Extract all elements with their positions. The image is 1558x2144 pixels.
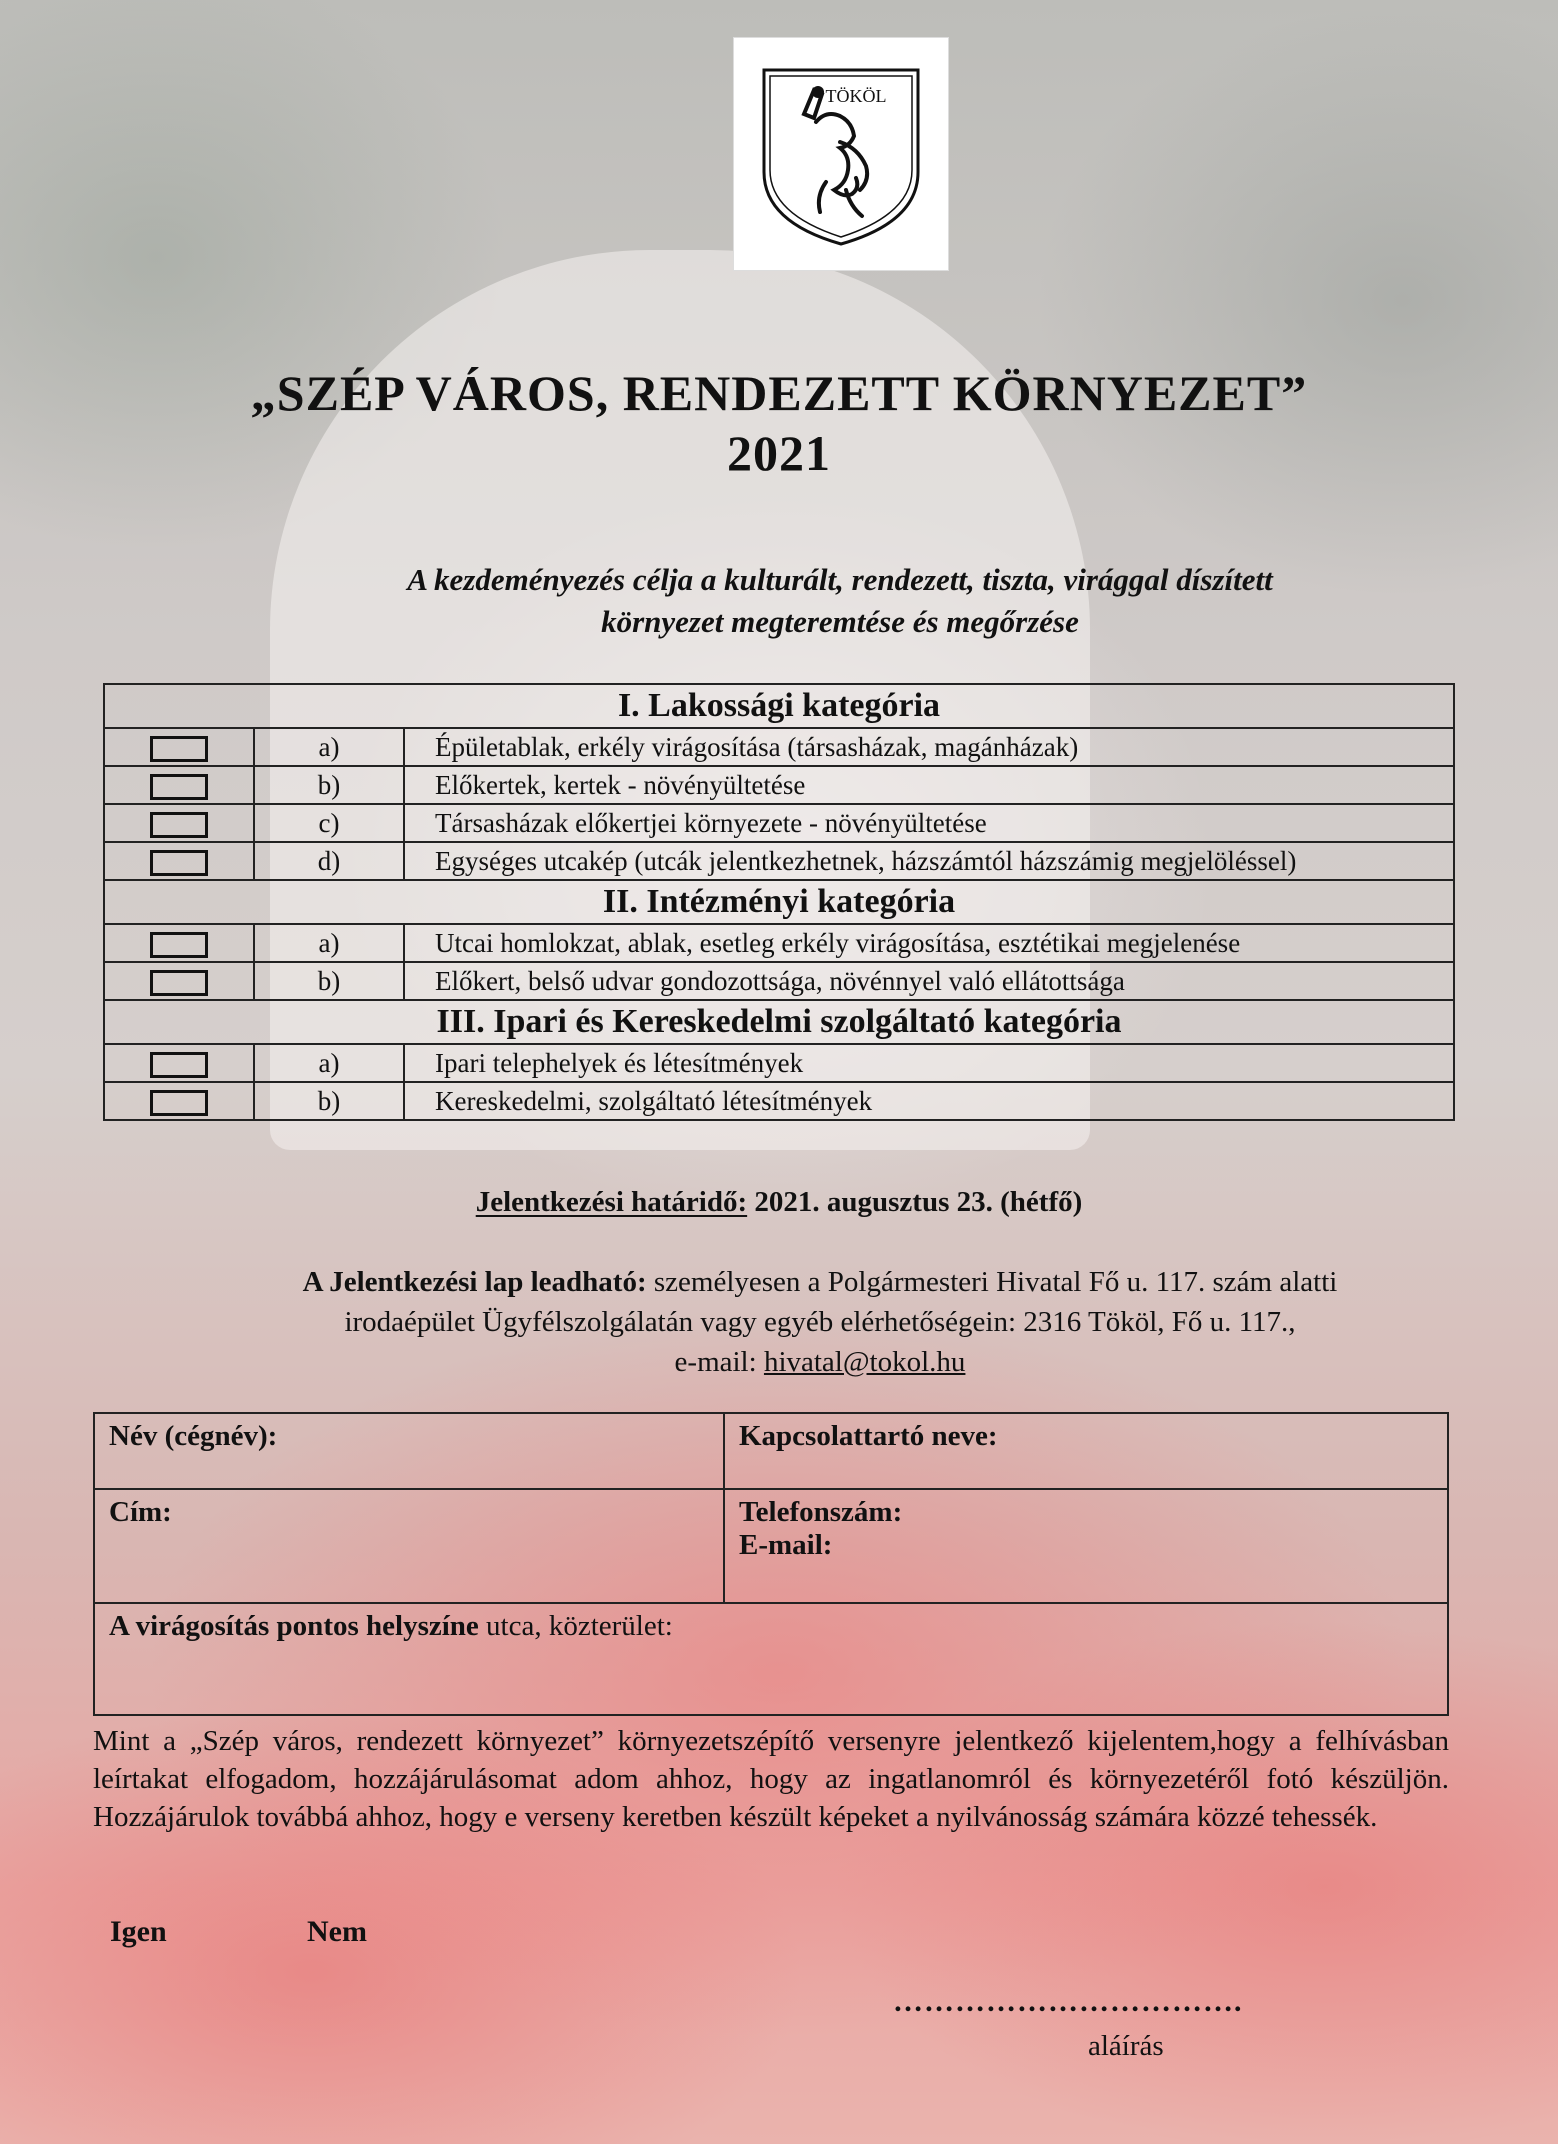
page-year: 2021: [727, 425, 831, 481]
category-row: [104, 924, 1454, 962]
consent-text: Mint a „Szép város, rendezett környezet” környezetszépítő versenyre jelentkező kijelentem,hogy a felhívásban leírtakat elfogadom, hozzájárulásomat adom ahhoz, hogy az ingatlanomról és környezetéről fotó készüljön. Hozzájárulok továbbá ahhoz, hogy e verseny keretben készült képeket a nyilvánosság számára közzé tehessék.: [93, 1725, 1449, 1833]
item-text: Előkertek, kertek - növényültetése: [404, 766, 1454, 804]
phone-email-field[interactable]: [724, 1489, 1448, 1603]
checkbox[interactable]: [150, 736, 208, 762]
item-text: Kereskedelmi, szolgáltató létesítmények: [404, 1082, 1454, 1120]
crest-icon: [756, 62, 926, 248]
location-label-rest: utca, közterület:: [478, 1610, 673, 1642]
contact-form: [93, 1412, 1449, 1716]
subtitle-line-2: környezet megteremtése és megőrzése: [601, 604, 1079, 639]
yes-option[interactable]: Igen: [110, 1915, 167, 1948]
category-heading: I. Lakossági kategória: [104, 684, 1454, 728]
checkbox[interactable]: [150, 812, 208, 838]
submission-text-1: személyesen a Polgármesteri Hivatal Fő u. 117. szám alatti: [646, 1266, 1338, 1298]
category-row: [104, 804, 1454, 842]
deadline-value: 2021. augusztus 23. (hétfő): [747, 1186, 1083, 1218]
checkbox[interactable]: [150, 1090, 208, 1116]
category-row: [104, 1082, 1454, 1120]
item-text: Társasházak előkertjei környezete - növényültetése: [404, 804, 1454, 842]
category-heading: II. Intézményi kategória: [104, 880, 1454, 924]
name-field[interactable]: [94, 1413, 724, 1489]
town-crest: [733, 37, 949, 271]
item-text: Épületablak, erkély virágosítása (társasházak, magánházak): [404, 728, 1454, 766]
item-letter: a): [254, 924, 404, 962]
location-field[interactable]: [94, 1603, 1448, 1715]
subtitle-line-1: A kezdeményezés célja a kulturált, rendezett, tiszta, virággal díszített: [407, 562, 1273, 597]
item-letter: b): [254, 766, 404, 804]
category-row: [104, 1044, 1454, 1082]
item-letter: b): [254, 962, 404, 1000]
item-letter: b): [254, 1082, 404, 1120]
checkbox[interactable]: [150, 1052, 208, 1078]
signature-label: aláírás: [1088, 2030, 1164, 2062]
item-letter: c): [254, 804, 404, 842]
checkbox[interactable]: [150, 774, 208, 800]
address-label: Cím:: [109, 1496, 172, 1528]
submission-info: [200, 1262, 1440, 1382]
no-option[interactable]: Nem: [307, 1915, 367, 1948]
contact-person-field[interactable]: [724, 1413, 1448, 1489]
email-prefix: e-mail:: [674, 1346, 764, 1378]
location-label-bold: A virágosítás pontos helyszíne: [109, 1610, 479, 1642]
svg-text:TÖKÖL: TÖKÖL: [825, 86, 887, 106]
name-label: Név (cégnév):: [109, 1420, 278, 1452]
checkbox[interactable]: [150, 932, 208, 958]
email-label: E-mail:: [739, 1529, 833, 1561]
category-row: [104, 728, 1454, 766]
item-text: Előkert, belső udvar gondozottsága, növénnyel való ellátottsága: [404, 962, 1454, 1000]
item-text: Egységes utcakép (utcák jelentkezhetnek, házszámtól házszámig megjelöléssel): [404, 842, 1454, 880]
deadline: [0, 1186, 1558, 1219]
page-title: „SZÉP VÁROS, RENDEZETT KÖRNYEZET”: [250, 365, 1308, 421]
signature-line[interactable]: …………………………….: [893, 1985, 1243, 2018]
item-text: Ipari telephelyek és létesítmények: [404, 1044, 1454, 1082]
category-row: [104, 962, 1454, 1000]
deadline-label: Jelentkezési határidő:: [475, 1186, 748, 1218]
item-text: Utcai homlokzat, ablak, esetleg erkély virágosítása, esztétikai megjelenése: [404, 924, 1454, 962]
checkbox[interactable]: [150, 970, 208, 996]
item-letter: a): [254, 728, 404, 766]
submission-text-2: irodaépület Ügyfélszolgálatán vagy egyéb elérhetőségein: 2316 Tököl, Fő u. 117.,: [344, 1306, 1296, 1338]
address-field[interactable]: [94, 1489, 724, 1603]
category-heading: III. Ipari és Kereskedelmi szolgáltató kategória: [104, 1000, 1454, 1044]
item-letter: d): [254, 842, 404, 880]
submission-label: A Jelentkezési lap leadható:: [302, 1266, 647, 1298]
phone-label: Telefonszám:: [739, 1496, 903, 1528]
checkbox[interactable]: [150, 850, 208, 876]
category-row: [104, 766, 1454, 804]
category-table: [103, 683, 1455, 1121]
category-row: [104, 842, 1454, 880]
email-link[interactable]: hivatal@tokol.hu: [763, 1346, 966, 1378]
item-letter: a): [254, 1044, 404, 1082]
contact-person-label: Kapcsolattartó neve:: [739, 1420, 998, 1452]
